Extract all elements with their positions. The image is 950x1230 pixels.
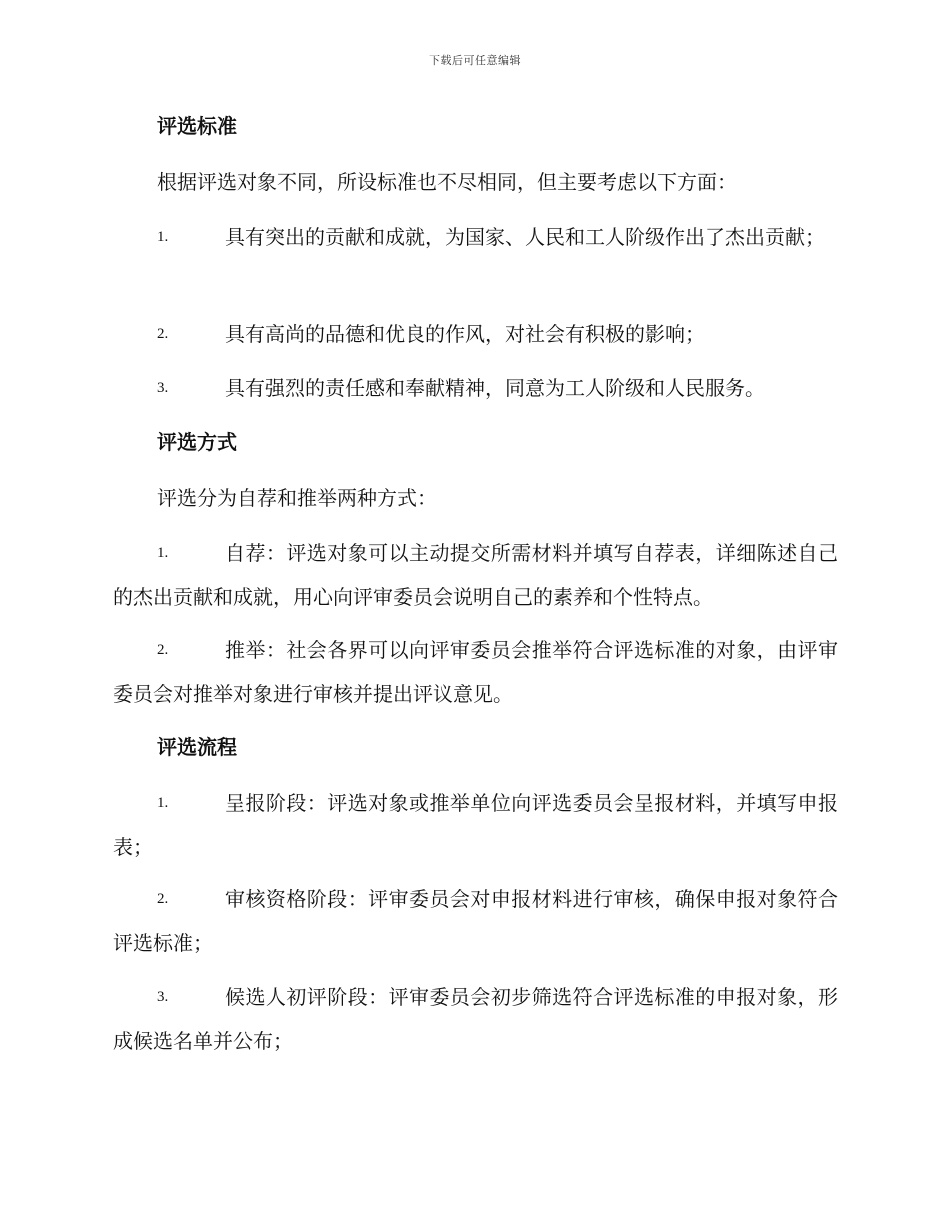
section-heading-process: 评选流程	[157, 735, 237, 759]
list-item	[113, 781, 838, 869]
list-item	[113, 215, 838, 259]
list-item	[113, 366, 838, 410]
list-item-number: 3.	[157, 989, 169, 1005]
list-item	[113, 975, 838, 1063]
list-item-text: 具有强烈的责任感和奉献精神，同意为工人阶级和人民服务。	[225, 376, 765, 400]
list-item-number: 2.	[157, 642, 169, 658]
list-item	[113, 628, 838, 716]
list-item-number: 2.	[157, 326, 169, 342]
list-item	[113, 312, 838, 356]
section-intro-method: 评选分为自荐和推举两种方式：	[157, 486, 437, 510]
list-item-text: 自荐：评选对象可以主动提交所需材料并填写自荐表，详细陈述自己的杰出贡献和成就，用心向评审委员会说明自己的素养和个性特点。	[113, 541, 838, 609]
section-heading-method: 评选方式	[157, 430, 237, 454]
list-item	[113, 531, 838, 619]
list-item-text: 具有突出的贡献和成就，为国家、人民和工人阶级作出了杰出贡献；	[225, 225, 825, 249]
list-item	[113, 877, 838, 965]
list-item-text: 呈报阶段：评选对象或推举单位向评选委员会呈报材料，并填写申报表；	[113, 791, 838, 859]
list-item-text: 具有高尚的品德和优良的作风，对社会有积极的影响；	[225, 322, 705, 346]
list-item-number: 1.	[157, 545, 169, 561]
section-heading-criteria: 评选标准	[157, 114, 237, 138]
list-item-number: 2.	[157, 891, 169, 907]
list-item-number: 1.	[157, 229, 169, 245]
section-intro-criteria: 根据评选对象不同，所设标准也不尽相同，但主要考虑以下方面：	[157, 170, 737, 194]
list-item-text: 候选人初评阶段：评审委员会初步筛选符合评选标准的申报对象，形成候选名单并公布；	[113, 985, 838, 1053]
list-item-number: 1.	[157, 795, 169, 811]
page-header: 下载后可任意编辑	[429, 54, 521, 67]
list-item-number: 3.	[157, 380, 169, 396]
list-item-text: 推举：社会各界可以向评审委员会推举符合评选标准的对象，由评审委员会对推举对象进行审核并提出评议意见。	[113, 638, 838, 706]
list-item-text: 审核资格阶段：评审委员会对申报材料进行审核，确保申报对象符合评选标准；	[113, 887, 838, 955]
